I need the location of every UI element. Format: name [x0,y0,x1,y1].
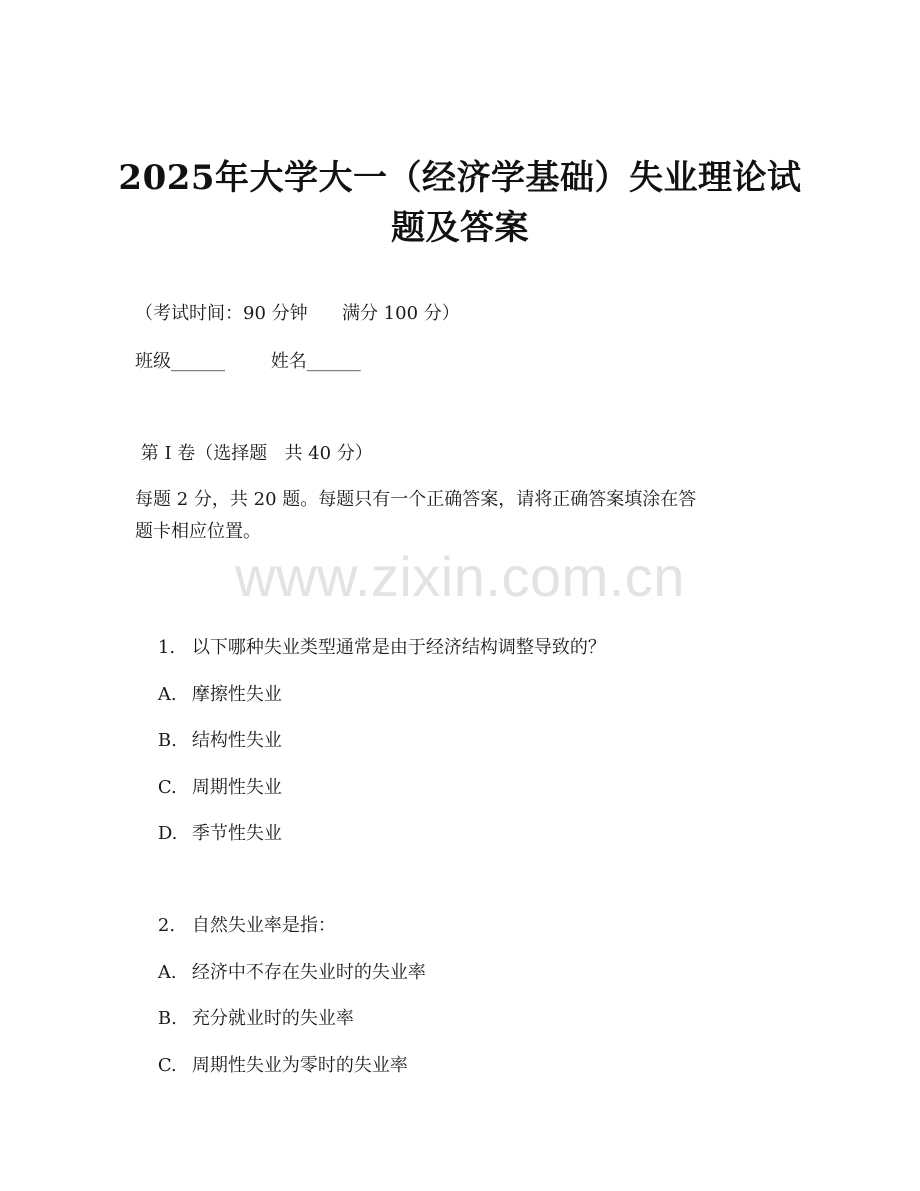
option-text: 摩擦性失业 [191,684,282,705]
section-header: 第 I 卷（选择题 共 40 分） [135,443,373,464]
question-number: 2. [157,915,176,936]
option-letter: A. [157,684,177,705]
option-text: 结构性失业 [191,730,282,751]
option-letter: B. [157,730,177,751]
watermark-text: www.zixin.com.cn [235,545,685,608]
option-text: 经济中不存在失业时的失业率 [191,962,426,983]
question-1-option-d [135,798,282,870]
option-text: 周期性失业为零时的失业率 [191,1055,408,1076]
class-name-fields: 班级______ 姓名______ [135,351,361,372]
option-letter: B. [157,1008,177,1029]
question-text: 自然失业率是指： [191,915,336,936]
instructions-line-1: 每题 2 分，共 20 题。每题只有一个正确答案，请将正确答案填涂在答 [135,489,697,510]
option-letter: D. [157,823,178,844]
document-title-line-1: 2025年大学大一（经济学基础）失业理论试 [118,158,802,198]
option-text: 周期性失业 [191,777,282,798]
option-letter: A. [157,962,177,983]
document-title-line-2: 题及答案 [391,208,529,248]
question-2-option-c [135,1030,408,1102]
instructions-line-2: 题卡相应位置。 [135,521,261,542]
question-number: 1. [157,637,176,658]
option-letter: C. [157,777,177,798]
exam-info: （考试时间：90 分钟 满分 100 分） [135,303,460,324]
question-text: 以下哪种失业类型通常是由于经济结构调整导致的？ [191,637,606,658]
option-text: 季节性失业 [191,823,282,844]
option-letter: C. [157,1055,177,1076]
option-text: 充分就业时的失业率 [191,1008,354,1029]
